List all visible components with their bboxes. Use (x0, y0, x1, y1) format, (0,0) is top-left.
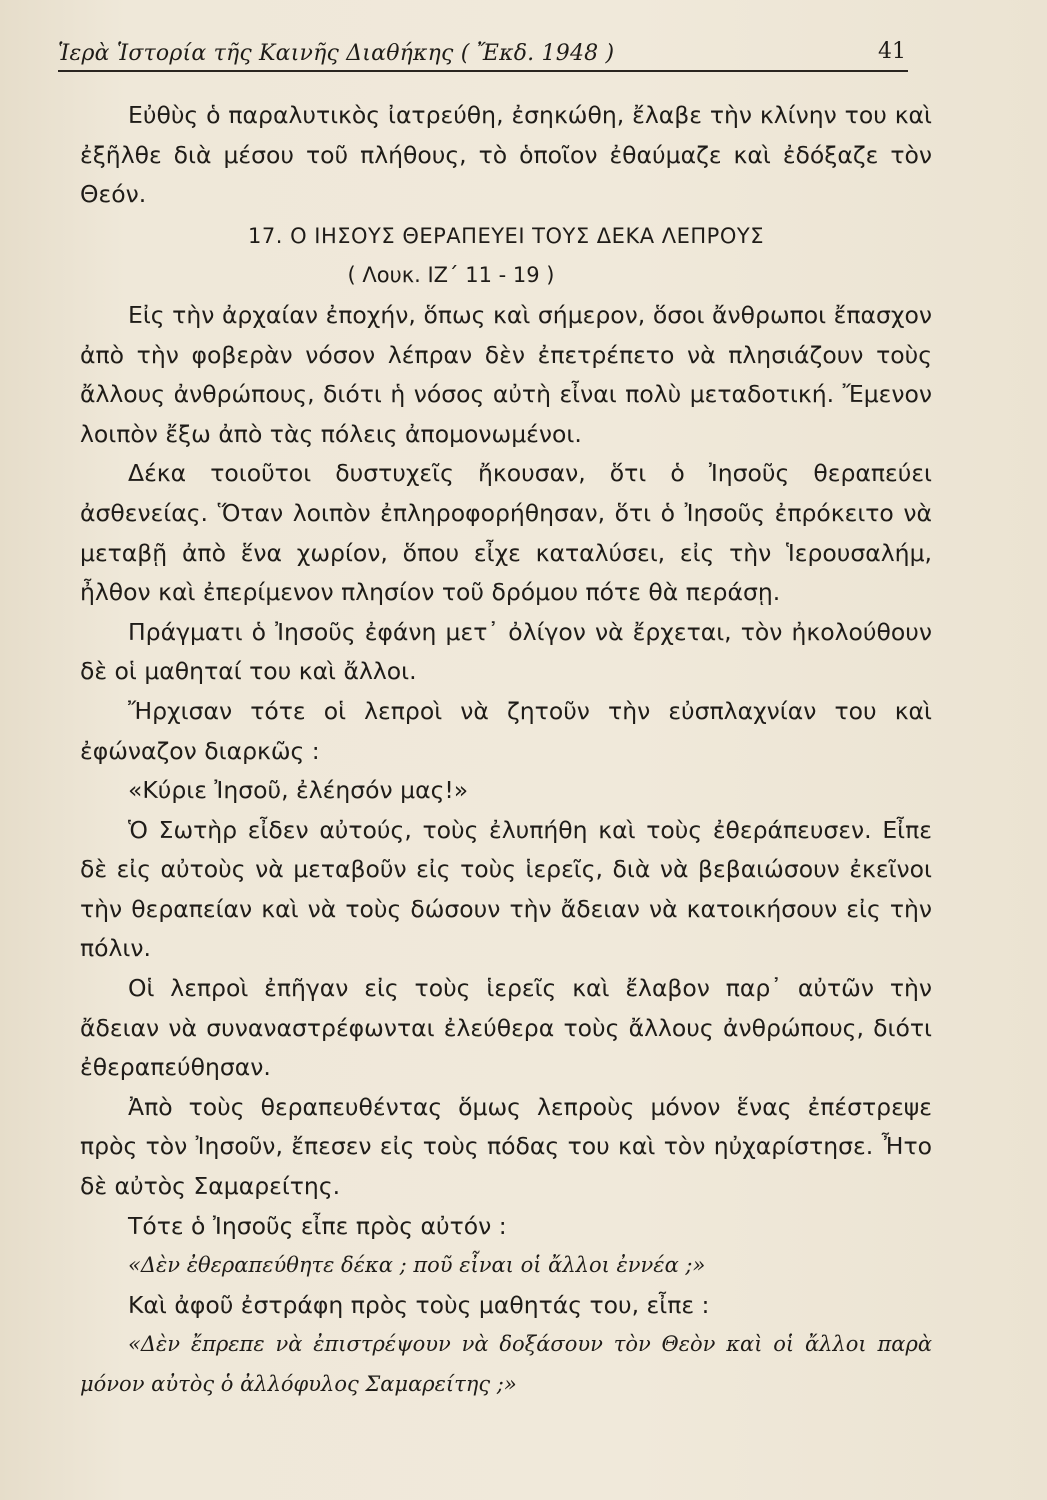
paragraph: Οἱ λεπροὶ ἐπῆγαν εἰς τοὺς ἱερεῖς καὶ ἔλαβον παρ᾿ αὐτῶν τὴν ἄδειαν νὰ συναναστρέφωνται ἐλεύθερα τοὺς ἄλλους ἀνθρώπους, διότι ἐθεραπεύθησαν. (80, 974, 932, 1082)
section-reference: ( Λουκ. ΙΖ΄ 11 - 19 ) (347, 263, 555, 288)
running-header (58, 30, 908, 72)
quotation: «Δὲν ἐθεραπεύθητε δέκα ; ποῦ εἶναι οἱ ἄλλοι ἐννέα ;» (128, 1253, 706, 1278)
paragraph: Εὐθὺς ὁ παραλυτικὸς ἰατρεύθη, ἐσηκώθη, ἔλαβε τὴν κλίνην του καὶ ἐξῆλθε διὰ μέσου τοῦ πλήθους, τὸ ὁποῖον ἐθαύμαζε καὶ ἐδόξαζε τὸν Θεόν. (80, 101, 932, 209)
page-number: 41 (878, 39, 906, 64)
section-heading: 17. Ο ΙΗΣΟΥΣ ΘΕΡΑΠΕΥΕΙ ΤΟΥΣ ΔΕΚΑ ΛΕΠΡΟΥΣ (248, 223, 764, 248)
paragraph: Πράγματι ὁ Ἰησοῦς ἐφάνη μετ᾿ ὀλίγον νὰ ἔρχεται, τὸν ἠκολούθουν δὲ οἱ μαθηταί του καὶ ἄλλοι. (80, 617, 932, 686)
paragraph: Ἀπὸ τοὺς θεραπευθέντας ὅμως λεπροὺς μόνον ἕνας ἐπέστρεψε πρὸς τὸν Ἰησοῦν, ἔπεσεν εἰς τοὺς πόδας του καὶ τὸν ηὐχαρίστησε. Ἦτο δὲ αὐτὸς Σαμαρείτης. (80, 1092, 932, 1201)
paragraph: Καὶ ἀφοῦ ἐστράφη πρὸς τοὺς μαθητάς του, εἶπε : (128, 1290, 710, 1319)
quotation: «Δὲν ἔπρεπε νὰ ἐπιστρέψουν νὰ δοξάσουν τὸν Θεὸν καὶ οἱ ἄλλοι παρὰ μόνον αὐτὸς ὁ ἀλλόφυλος Σαμαρείτης ;» (80, 1332, 932, 1396)
running-title: Ἱερὰ Ἱστορία τῆς Καινῆς Διαθήκης ( Ἔκδ. 1948 ) (58, 41, 615, 66)
paragraph: «Κύριε Ἰησοῦ, ἐλέησόν μας!» (128, 776, 469, 805)
paragraph: Εἰς τὴν ἀρχαίαν ἐποχήν, ὅπως καὶ σήμερον, ὅσοι ἄνθρωποι ἔπασχον ἀπὸ τὴν φοβερὰν νόσον λέπραν δὲν ἐπετρέπετο νὰ πλησιάζουν τοὺς ἄλλους ἀνθρώπους, διότι ἡ νόσος αὐτὴ εἶναι πολὺ μεταδοτική. Ἔμενον λοιπὸν ἔξω ἀπὸ τὰς πόλεις ἀπομονωμένοι. (80, 300, 932, 448)
paragraph: Ἤρχισαν τότε οἱ λεπροὶ νὰ ζητοῦν τὴν εὐσπλαχνίαν του καὶ ἐφώναζον διαρκῶς : (80, 696, 932, 765)
paragraph: Ὁ Σωτὴρ εἶδεν αὐτούς, τοὺς ἐλυπήθη καὶ τοὺς ἐθεράπευσεν. Εἶπε δὲ εἰς αὐτοὺς νὰ μεταβοῦν εἰς τοὺς ἱερεῖς, διὰ νὰ βεβαιώσουν ἐκεῖνοι τὴν θεραπείαν καὶ νὰ τοὺς δώσουν τὴν ἄδειαν νὰ κατοικήσουν εἰς τὴν πόλιν. (80, 815, 932, 963)
paragraph: Δέκα τοιοῦτοι δυστυχεῖς ἤκουσαν, ὅτι ὁ Ἰησοῦς θεραπεύει ἀσθενείας. Ὅταν λοιπὸν ἐπληροφορήθησαν, ὅτι ὁ Ἰησοῦς ἐπρόκειτο νὰ μεταβῇ ἀπὸ ἕνα χωρίον, ὅπου εἶχε καταλύσει, εἰς τὴν Ἱερουσαλήμ, ἦλθον καὶ ἐπερίμενον πλησίον τοῦ δρόμου πότε θὰ περάσῃ. (80, 459, 932, 607)
paragraph: Τότε ὁ Ἰησοῦς εἶπε πρὸς αὐτόν : (128, 1211, 507, 1240)
body-text (80, 96, 932, 1405)
